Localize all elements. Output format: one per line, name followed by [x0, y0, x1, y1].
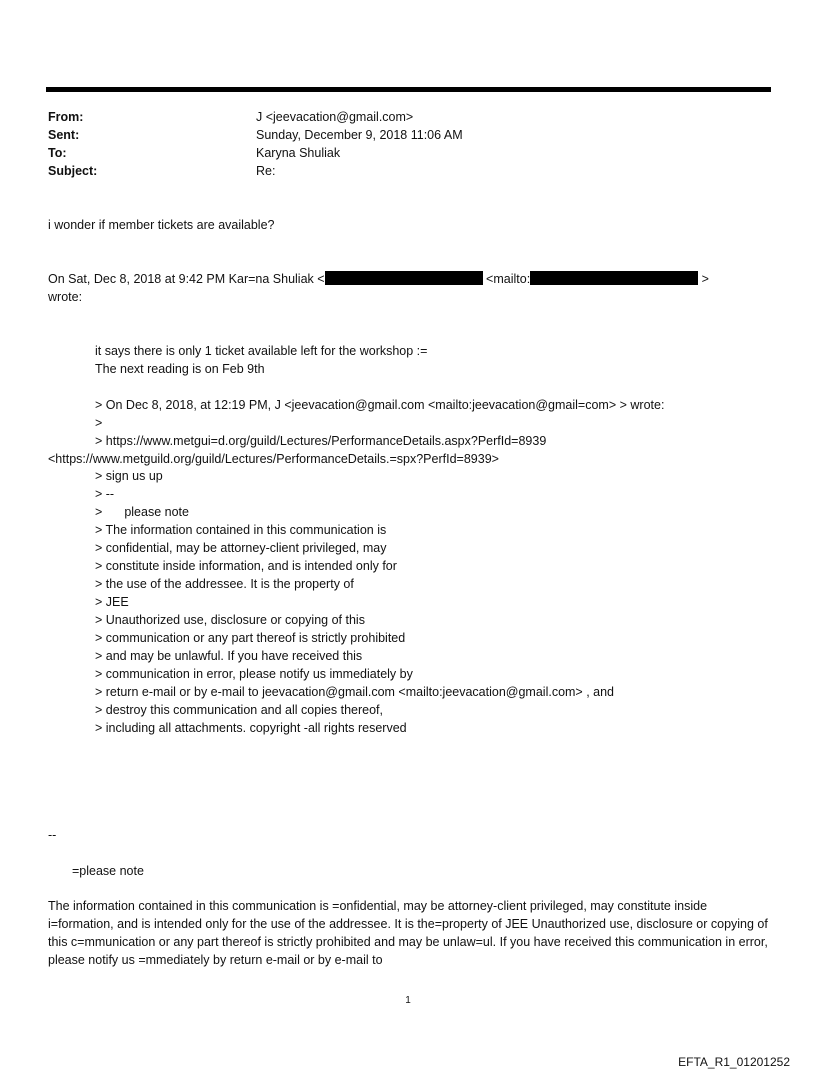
subject-label: Subject: — [48, 164, 98, 178]
quoted-line: > confidential, may be attorney-client privileged, may — [95, 541, 387, 555]
quoted-link-line: <https://www.metguild.org/guild/Lectures/PerformanceDetails.=spx?PerfId=8939> — [48, 452, 499, 466]
quoted-line: > communication in error, please notify us immediately by — [95, 667, 413, 681]
quoted-line: The next reading is on Feb 9th — [95, 362, 265, 376]
top-rule — [46, 87, 771, 92]
quoted-link-line: > https://www.metgui=d.org/guild/Lectures/PerformanceDetails.aspx?PerfId=8939 — [95, 434, 547, 448]
quoted-line: > return e-mail or by e-mail to jeevacation@gmail.com <mailto:jeevacation@gmail.com> , and — [95, 685, 615, 699]
quoted-line: it says there is only 1 ticket available left for the workshop := — [95, 344, 428, 358]
signature-note: =please note — [72, 864, 144, 878]
to-value: Karyna Shuliak — [256, 146, 341, 160]
quoted-line: > and may be unlawful. If you have received this — [95, 649, 363, 663]
reply-intro-mailto: <mailto: — [486, 272, 531, 286]
from-label: From: — [48, 110, 84, 124]
quoted-line: > the use of the addressee. It is the property of — [95, 577, 354, 591]
disclaimer-paragraph: The information contained in this communication is =onfidential, may be attorney-client privileged, may constitute inside i=formation, and is intended only for the use of the addressee. It is the=property of JEE Unauthorized use, disclosure or copying of this c=mmunication or any part thereof is strictly prohibited and may be unlaw=ul. If you have received this communication in error, please notify us =mmediately by return e-mail or by e-mail to — [48, 899, 768, 967]
quoted-line: > sign us up — [95, 469, 163, 483]
please-note-text: please note — [124, 505, 189, 519]
quoted-line: > including all attachments. copyright -all rights reserved — [95, 721, 407, 735]
redaction-box — [325, 271, 483, 285]
reply-intro — [48, 270, 709, 288]
from-value: J <jeevacation@gmail.com> — [256, 110, 414, 124]
quoted-line: > destroy this communication and all copies thereof, — [95, 703, 384, 717]
quote-marker: > — [95, 505, 103, 519]
quoted-line: > Unauthorized use, disclosure or copying of this — [95, 613, 365, 627]
quoted-line: > constitute inside information, and is intended only for — [95, 559, 397, 573]
quoted-line: > communication or any part thereof is strictly prohibited — [95, 631, 406, 645]
quoted-line: > -- — [95, 487, 115, 501]
quoted-line: > The information contained in this communication is — [95, 523, 387, 537]
reply-intro-close: > — [701, 272, 709, 286]
quoted-line — [95, 503, 189, 521]
bates-number: EFTA_R1_01201252 — [678, 1055, 790, 1069]
signature-separator: -- — [48, 828, 57, 842]
quoted-line: > JEE — [95, 595, 129, 609]
reply-intro-wrote: wrote: — [48, 290, 83, 304]
reply-intro-text: On Sat, Dec 8, 2018 at 9:42 PM Kar=na Shuliak < — [48, 272, 325, 286]
redaction-box — [530, 271, 698, 285]
to-label: To: — [48, 146, 67, 160]
quoted-line: > On Dec 8, 2018, at 12:19 PM, J <jeevacation@gmail.com <mailto:jeevacation@gmail=com> > wrote: — [95, 398, 665, 412]
opening-line: i wonder if member tickets are available? — [48, 218, 275, 232]
quoted-line: > — [95, 416, 103, 430]
subject-value: Re: — [256, 164, 276, 178]
page-number: 1 — [405, 995, 411, 1006]
sent-value: Sunday, December 9, 2018 11:06 AM — [256, 128, 463, 142]
sent-label: Sent: — [48, 128, 80, 142]
